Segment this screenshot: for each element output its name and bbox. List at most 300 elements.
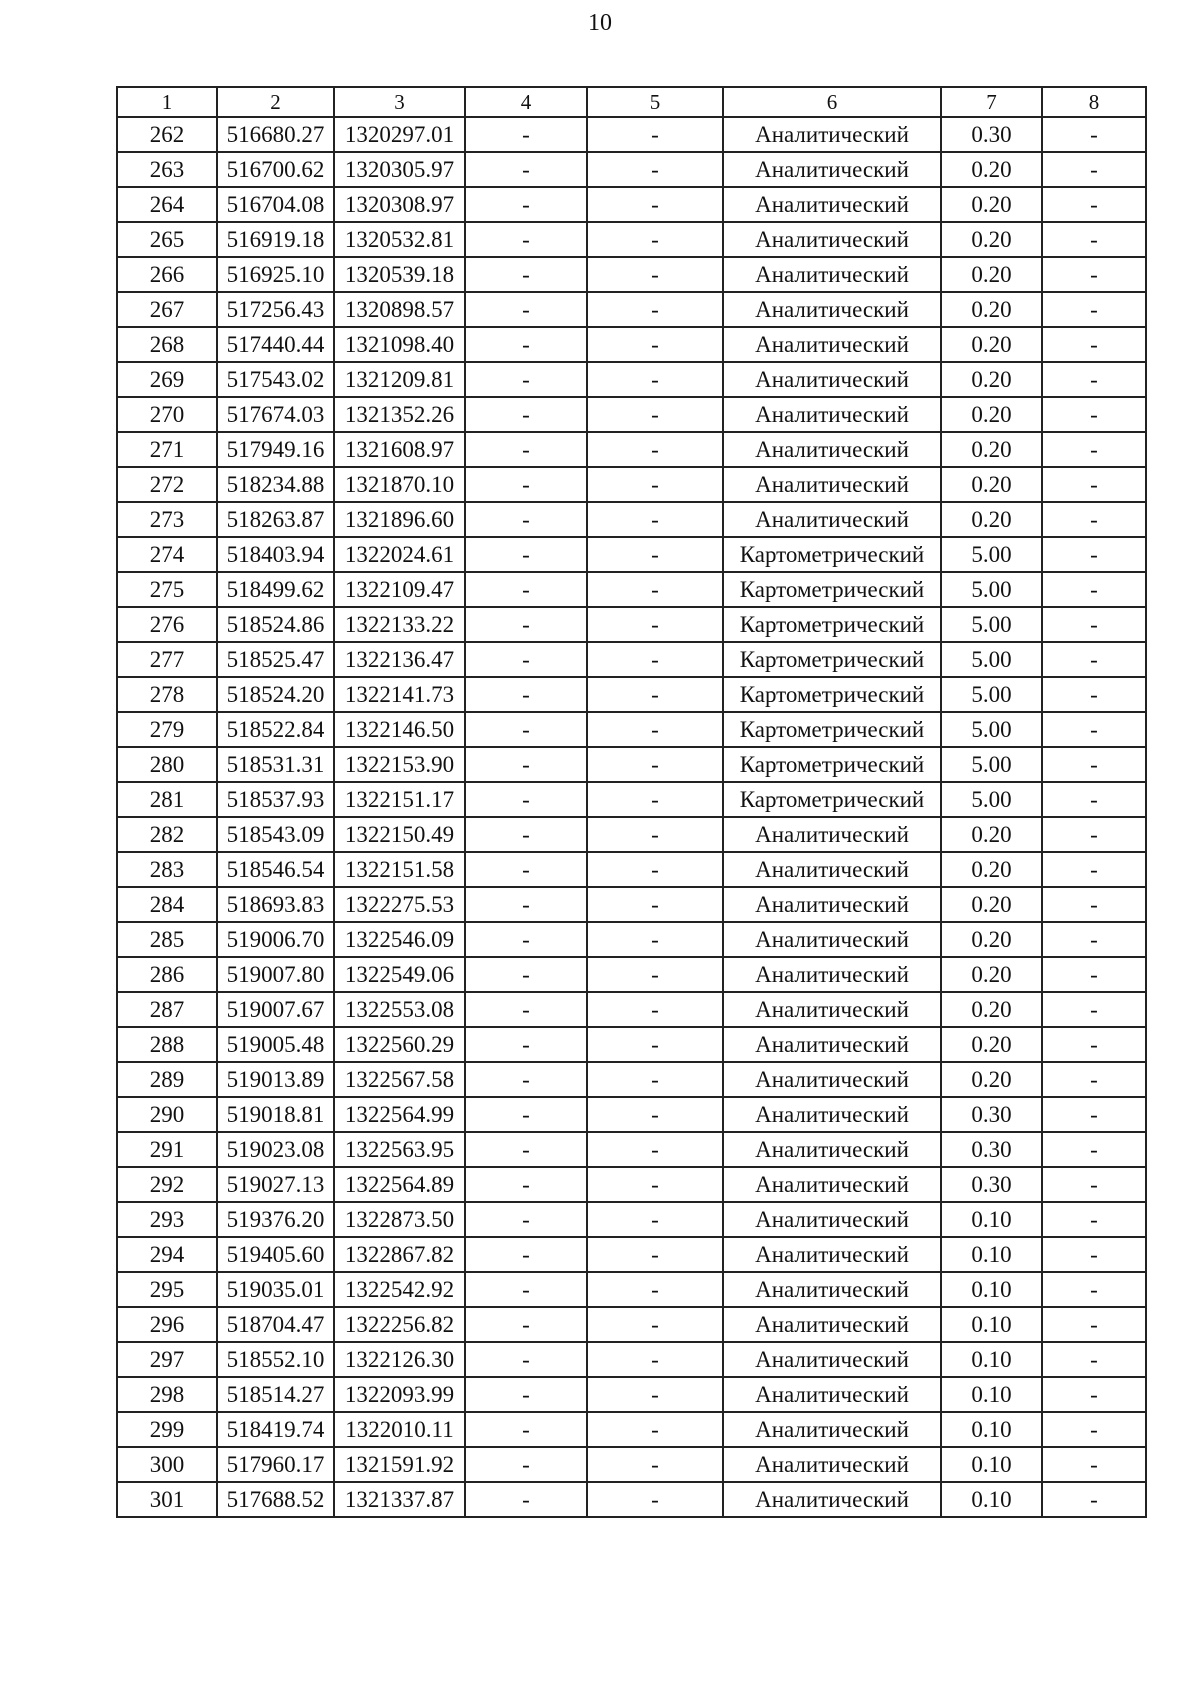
table-cell: Картометрический bbox=[723, 537, 941, 572]
page-number: 10 bbox=[588, 10, 612, 36]
table-cell: 1321352.26 bbox=[334, 397, 465, 432]
column-header: 4 bbox=[465, 87, 587, 117]
table-cell: 264 bbox=[117, 187, 217, 222]
table-cell: 1321337.87 bbox=[334, 1482, 465, 1517]
table-cell: - bbox=[1042, 432, 1146, 467]
table-cell: - bbox=[1042, 1447, 1146, 1482]
table-cell: 278 bbox=[117, 677, 217, 712]
table-cell: - bbox=[465, 467, 587, 502]
table-cell: - bbox=[587, 1202, 723, 1237]
table-cell: 1320297.01 bbox=[334, 117, 465, 152]
table-cell: 518419.74 bbox=[217, 1412, 334, 1447]
table-cell: 517256.43 bbox=[217, 292, 334, 327]
table-cell: 288 bbox=[117, 1027, 217, 1062]
table-cell: - bbox=[587, 117, 723, 152]
table-cell: 1322564.89 bbox=[334, 1167, 465, 1202]
table-cell: - bbox=[465, 117, 587, 152]
table-cell: Картометрический bbox=[723, 712, 941, 747]
table-cell: 1322141.73 bbox=[334, 677, 465, 712]
table-cell: 1321098.40 bbox=[334, 327, 465, 362]
table-header-row bbox=[117, 87, 1146, 117]
table-cell: - bbox=[587, 432, 723, 467]
table-cell: 518499.62 bbox=[217, 572, 334, 607]
table-cell: 1322150.49 bbox=[334, 817, 465, 852]
table-cell: 517440.44 bbox=[217, 327, 334, 362]
table-cell: 1322564.99 bbox=[334, 1097, 465, 1132]
table-cell: 283 bbox=[117, 852, 217, 887]
table-cell: 0.20 bbox=[941, 852, 1042, 887]
table-cell: - bbox=[465, 1272, 587, 1307]
table-cell: 1322867.82 bbox=[334, 1237, 465, 1272]
table-cell: 518403.94 bbox=[217, 537, 334, 572]
table-cell: 1322873.50 bbox=[334, 1202, 465, 1237]
table-cell: Аналитический bbox=[723, 502, 941, 537]
table-cell: 0.20 bbox=[941, 1062, 1042, 1097]
table-cell: - bbox=[465, 1377, 587, 1412]
table-cell: - bbox=[465, 677, 587, 712]
table-cell: 271 bbox=[117, 432, 217, 467]
table-cell: - bbox=[587, 712, 723, 747]
table-cell: - bbox=[465, 852, 587, 887]
table-cell: 518263.87 bbox=[217, 502, 334, 537]
table-cell: 518524.86 bbox=[217, 607, 334, 642]
table-cell: - bbox=[587, 1447, 723, 1482]
table-row bbox=[117, 222, 1146, 257]
table-cell: 1320305.97 bbox=[334, 152, 465, 187]
table-cell: 5.00 bbox=[941, 607, 1042, 642]
table-cell: - bbox=[465, 1132, 587, 1167]
table-cell: Аналитический bbox=[723, 1412, 941, 1447]
table-cell: - bbox=[587, 1237, 723, 1272]
table-cell: - bbox=[587, 537, 723, 572]
table-cell: - bbox=[1042, 1027, 1146, 1062]
table-cell: - bbox=[465, 1097, 587, 1132]
table-cell: 1321209.81 bbox=[334, 362, 465, 397]
table-cell: 289 bbox=[117, 1062, 217, 1097]
table-cell: - bbox=[587, 1412, 723, 1447]
table-cell: 0.20 bbox=[941, 467, 1042, 502]
table-cell: 1322563.95 bbox=[334, 1132, 465, 1167]
table-cell: 1320308.97 bbox=[334, 187, 465, 222]
table-cell: 1320898.57 bbox=[334, 292, 465, 327]
table-cell: - bbox=[465, 1482, 587, 1517]
table-cell: - bbox=[465, 607, 587, 642]
table-cell: 276 bbox=[117, 607, 217, 642]
table-row bbox=[117, 1412, 1146, 1447]
table-cell: - bbox=[465, 152, 587, 187]
table-cell: - bbox=[587, 257, 723, 292]
table-cell: 0.30 bbox=[941, 1167, 1042, 1202]
table-cell: 0.20 bbox=[941, 362, 1042, 397]
table-cell: Аналитический bbox=[723, 327, 941, 362]
table-cell: 518704.47 bbox=[217, 1307, 334, 1342]
table-cell: - bbox=[465, 537, 587, 572]
table-row bbox=[117, 747, 1146, 782]
table-cell: - bbox=[1042, 1412, 1146, 1447]
table-cell: 269 bbox=[117, 362, 217, 397]
table-cell: - bbox=[1042, 397, 1146, 432]
table-cell: - bbox=[587, 187, 723, 222]
table-cell: 5.00 bbox=[941, 782, 1042, 817]
table-cell: - bbox=[587, 327, 723, 362]
table-cell: 0.20 bbox=[941, 432, 1042, 467]
table-cell: - bbox=[1042, 677, 1146, 712]
table-cell: 1322024.61 bbox=[334, 537, 465, 572]
table-cell: - bbox=[1042, 817, 1146, 852]
table-cell: - bbox=[587, 677, 723, 712]
table-cell: - bbox=[1042, 1062, 1146, 1097]
table-cell: - bbox=[1042, 257, 1146, 292]
table-cell: 1320539.18 bbox=[334, 257, 465, 292]
table-cell: 0.10 bbox=[941, 1447, 1042, 1482]
table-cell: Аналитический bbox=[723, 1482, 941, 1517]
table-cell: 519018.81 bbox=[217, 1097, 334, 1132]
table-cell: - bbox=[1042, 642, 1146, 677]
table-row bbox=[117, 1027, 1146, 1062]
table-cell: Аналитический bbox=[723, 1272, 941, 1307]
table-row bbox=[117, 852, 1146, 887]
table-cell: 1322546.09 bbox=[334, 922, 465, 957]
table-cell: 519376.20 bbox=[217, 1202, 334, 1237]
table-cell: - bbox=[587, 152, 723, 187]
table-cell: Аналитический bbox=[723, 1377, 941, 1412]
table-cell: Аналитический bbox=[723, 467, 941, 502]
table-cell: - bbox=[1042, 502, 1146, 537]
table-row bbox=[117, 1237, 1146, 1272]
table-cell: - bbox=[1042, 117, 1146, 152]
table-cell: 291 bbox=[117, 1132, 217, 1167]
table-cell: 517543.02 bbox=[217, 362, 334, 397]
table-cell: 1322553.08 bbox=[334, 992, 465, 1027]
table-cell: - bbox=[587, 292, 723, 327]
table-cell: - bbox=[587, 1482, 723, 1517]
table-cell: 1322560.29 bbox=[334, 1027, 465, 1062]
table-cell: 0.20 bbox=[941, 1027, 1042, 1062]
table-cell: 0.10 bbox=[941, 1377, 1042, 1412]
table-cell: Аналитический bbox=[723, 1237, 941, 1272]
table-cell: - bbox=[465, 1202, 587, 1237]
table-cell: - bbox=[465, 222, 587, 257]
table-cell: Аналитический bbox=[723, 992, 941, 1027]
table-row bbox=[117, 257, 1146, 292]
table-cell: - bbox=[1042, 922, 1146, 957]
table-cell: - bbox=[1042, 187, 1146, 222]
table-cell: - bbox=[465, 187, 587, 222]
table-cell: 0.20 bbox=[941, 222, 1042, 257]
table-cell: Аналитический bbox=[723, 1307, 941, 1342]
table-row bbox=[117, 187, 1146, 222]
table-row bbox=[117, 502, 1146, 537]
table-cell: Аналитический bbox=[723, 257, 941, 292]
table-cell: 277 bbox=[117, 642, 217, 677]
table-cell: - bbox=[587, 1342, 723, 1377]
table-cell: 518537.93 bbox=[217, 782, 334, 817]
table-cell: 1322275.53 bbox=[334, 887, 465, 922]
table-row bbox=[117, 677, 1146, 712]
table-cell: - bbox=[1042, 852, 1146, 887]
table-cell: - bbox=[465, 782, 587, 817]
table-cell: 0.10 bbox=[941, 1342, 1042, 1377]
table-cell: 279 bbox=[117, 712, 217, 747]
table-cell: - bbox=[1042, 1272, 1146, 1307]
table-cell: 287 bbox=[117, 992, 217, 1027]
table-cell: 0.20 bbox=[941, 292, 1042, 327]
table-cell: 5.00 bbox=[941, 642, 1042, 677]
table-cell: 268 bbox=[117, 327, 217, 362]
table-cell: 1322010.11 bbox=[334, 1412, 465, 1447]
table-cell: Картометрический bbox=[723, 572, 941, 607]
table-cell: 517674.03 bbox=[217, 397, 334, 432]
table-cell: - bbox=[587, 747, 723, 782]
table-cell: Аналитический bbox=[723, 1447, 941, 1482]
table-row bbox=[117, 1272, 1146, 1307]
table-row bbox=[117, 1132, 1146, 1167]
table-cell: - bbox=[465, 642, 587, 677]
table-cell: - bbox=[465, 327, 587, 362]
table-cell: - bbox=[587, 1027, 723, 1062]
table-cell: Аналитический bbox=[723, 1027, 941, 1062]
column-header: 2 bbox=[217, 87, 334, 117]
table-cell: Картометрический bbox=[723, 782, 941, 817]
table-cell: 296 bbox=[117, 1307, 217, 1342]
table-cell: 265 bbox=[117, 222, 217, 257]
table-cell: - bbox=[465, 292, 587, 327]
table-row bbox=[117, 572, 1146, 607]
table-row bbox=[117, 432, 1146, 467]
table-cell: - bbox=[465, 747, 587, 782]
table-cell: 1322093.99 bbox=[334, 1377, 465, 1412]
table-cell: 297 bbox=[117, 1342, 217, 1377]
table-cell: 0.20 bbox=[941, 397, 1042, 432]
table-cell: 518693.83 bbox=[217, 887, 334, 922]
table-cell: 301 bbox=[117, 1482, 217, 1517]
table-cell: Картометрический bbox=[723, 677, 941, 712]
table-cell: - bbox=[465, 922, 587, 957]
table-cell: 519007.67 bbox=[217, 992, 334, 1027]
table-cell: - bbox=[1042, 467, 1146, 502]
table-cell: - bbox=[1042, 1202, 1146, 1237]
table-cell: - bbox=[587, 887, 723, 922]
table-cell: Аналитический bbox=[723, 1097, 941, 1132]
table-cell: - bbox=[465, 1167, 587, 1202]
table-cell: 1322151.58 bbox=[334, 852, 465, 887]
table-cell: Аналитический bbox=[723, 1342, 941, 1377]
table-row bbox=[117, 152, 1146, 187]
table-row bbox=[117, 1447, 1146, 1482]
table-cell: - bbox=[465, 257, 587, 292]
table-cell: - bbox=[587, 852, 723, 887]
table-cell: - bbox=[465, 572, 587, 607]
table-cell: Аналитический bbox=[723, 432, 941, 467]
table-cell: - bbox=[1042, 572, 1146, 607]
table-cell: - bbox=[1042, 152, 1146, 187]
table-cell: - bbox=[1042, 1167, 1146, 1202]
table-row bbox=[117, 992, 1146, 1027]
table-row bbox=[117, 327, 1146, 362]
table-cell: 1321591.92 bbox=[334, 1447, 465, 1482]
table-cell: 1322151.17 bbox=[334, 782, 465, 817]
table-cell: 518514.27 bbox=[217, 1377, 334, 1412]
table-cell: 5.00 bbox=[941, 747, 1042, 782]
table-body bbox=[117, 117, 1146, 1517]
table-cell: 518522.84 bbox=[217, 712, 334, 747]
table-cell: 518234.88 bbox=[217, 467, 334, 502]
table-row bbox=[117, 817, 1146, 852]
table-cell: 1322126.30 bbox=[334, 1342, 465, 1377]
table-cell: 0.10 bbox=[941, 1202, 1042, 1237]
coordinates-table bbox=[116, 86, 1147, 1518]
table-cell: 516704.08 bbox=[217, 187, 334, 222]
table-cell: 282 bbox=[117, 817, 217, 852]
table-cell: Аналитический bbox=[723, 187, 941, 222]
table-cell: Аналитический bbox=[723, 1167, 941, 1202]
table-cell: - bbox=[465, 1307, 587, 1342]
table-row bbox=[117, 362, 1146, 397]
table-row bbox=[117, 1167, 1146, 1202]
table-cell: - bbox=[1042, 1377, 1146, 1412]
table-cell: 274 bbox=[117, 537, 217, 572]
table-cell: 1322256.82 bbox=[334, 1307, 465, 1342]
table-cell: 518531.31 bbox=[217, 747, 334, 782]
table-cell: - bbox=[1042, 327, 1146, 362]
table-cell: - bbox=[1042, 1132, 1146, 1167]
table-cell: - bbox=[465, 992, 587, 1027]
table-row bbox=[117, 1482, 1146, 1517]
table-cell: - bbox=[465, 1237, 587, 1272]
table-cell: - bbox=[465, 817, 587, 852]
table-cell: 0.20 bbox=[941, 257, 1042, 292]
table-cell: - bbox=[1042, 222, 1146, 257]
table-cell: - bbox=[587, 1097, 723, 1132]
table-cell: 1322136.47 bbox=[334, 642, 465, 677]
table-cell: Аналитический bbox=[723, 887, 941, 922]
table-cell: 519006.70 bbox=[217, 922, 334, 957]
table-row bbox=[117, 957, 1146, 992]
table-cell: - bbox=[1042, 957, 1146, 992]
table-cell: Аналитический bbox=[723, 397, 941, 432]
table-cell: 1322109.47 bbox=[334, 572, 465, 607]
table-cell: 267 bbox=[117, 292, 217, 327]
table-cell: 1322549.06 bbox=[334, 957, 465, 992]
table-cell: - bbox=[465, 1412, 587, 1447]
table-cell: - bbox=[1042, 1482, 1146, 1517]
table-cell: 0.20 bbox=[941, 992, 1042, 1027]
column-header: 8 bbox=[1042, 87, 1146, 117]
table-cell: - bbox=[465, 1062, 587, 1097]
table-cell: 0.10 bbox=[941, 1307, 1042, 1342]
table-cell: Аналитический bbox=[723, 292, 941, 327]
table-cell: - bbox=[465, 712, 587, 747]
table-cell: - bbox=[465, 1027, 587, 1062]
table-cell: 266 bbox=[117, 257, 217, 292]
table-cell: 5.00 bbox=[941, 572, 1042, 607]
table-cell: - bbox=[1042, 292, 1146, 327]
table-row bbox=[117, 1062, 1146, 1097]
table-cell: - bbox=[465, 432, 587, 467]
table-cell: 0.30 bbox=[941, 1097, 1042, 1132]
table-cell: Аналитический bbox=[723, 1202, 941, 1237]
table-cell: - bbox=[587, 1307, 723, 1342]
table-cell: 0.10 bbox=[941, 1272, 1042, 1307]
table-cell: 272 bbox=[117, 467, 217, 502]
table-cell: 285 bbox=[117, 922, 217, 957]
table-row bbox=[117, 607, 1146, 642]
table-cell: 275 bbox=[117, 572, 217, 607]
table-cell: Аналитический bbox=[723, 817, 941, 852]
table-cell: 518543.09 bbox=[217, 817, 334, 852]
table-cell: 295 bbox=[117, 1272, 217, 1307]
table-cell: 292 bbox=[117, 1167, 217, 1202]
table-cell: Аналитический bbox=[723, 1132, 941, 1167]
table-cell: 1322567.58 bbox=[334, 1062, 465, 1097]
table-cell: - bbox=[465, 887, 587, 922]
table-cell: 5.00 bbox=[941, 677, 1042, 712]
table-cell: - bbox=[1042, 782, 1146, 817]
table-cell: Аналитический bbox=[723, 957, 941, 992]
table-cell: 519007.80 bbox=[217, 957, 334, 992]
table-cell: - bbox=[587, 222, 723, 257]
table-cell: - bbox=[587, 922, 723, 957]
table-cell: Картометрический bbox=[723, 642, 941, 677]
table-row bbox=[117, 1202, 1146, 1237]
table-cell: - bbox=[1042, 887, 1146, 922]
table-cell: - bbox=[1042, 362, 1146, 397]
table-row bbox=[117, 887, 1146, 922]
table-cell: Аналитический bbox=[723, 852, 941, 887]
table-cell: 299 bbox=[117, 1412, 217, 1447]
table-cell: 516919.18 bbox=[217, 222, 334, 257]
table-cell: - bbox=[587, 607, 723, 642]
table-row bbox=[117, 1342, 1146, 1377]
table-cell: 519405.60 bbox=[217, 1237, 334, 1272]
table-row bbox=[117, 922, 1146, 957]
table-cell: 5.00 bbox=[941, 712, 1042, 747]
table-cell: Аналитический bbox=[723, 152, 941, 187]
table-cell: 262 bbox=[117, 117, 217, 152]
table-cell: - bbox=[587, 1062, 723, 1097]
table-row bbox=[117, 1097, 1146, 1132]
table-cell: 0.30 bbox=[941, 1132, 1042, 1167]
table-cell: - bbox=[587, 1132, 723, 1167]
table-cell: - bbox=[465, 957, 587, 992]
table-cell: Аналитический bbox=[723, 362, 941, 397]
table-cell: - bbox=[587, 1272, 723, 1307]
table-cell: - bbox=[465, 502, 587, 537]
table-cell: - bbox=[1042, 1097, 1146, 1132]
table-cell: - bbox=[465, 1447, 587, 1482]
table-cell: - bbox=[587, 992, 723, 1027]
table-cell: Аналитический bbox=[723, 222, 941, 257]
table-cell: - bbox=[587, 397, 723, 432]
table-cell: - bbox=[587, 642, 723, 677]
table-cell: 1320532.81 bbox=[334, 222, 465, 257]
table-cell: 1322146.50 bbox=[334, 712, 465, 747]
table-cell: 0.30 bbox=[941, 117, 1042, 152]
table-cell: 286 bbox=[117, 957, 217, 992]
table-row bbox=[117, 467, 1146, 502]
table-cell: 519027.13 bbox=[217, 1167, 334, 1202]
table-cell: 294 bbox=[117, 1237, 217, 1272]
column-header: 5 bbox=[587, 87, 723, 117]
table-cell: 1321896.60 bbox=[334, 502, 465, 537]
table-cell: - bbox=[587, 362, 723, 397]
table-cell: 0.10 bbox=[941, 1237, 1042, 1272]
table-cell: 273 bbox=[117, 502, 217, 537]
column-header: 7 bbox=[941, 87, 1042, 117]
table-cell: 0.20 bbox=[941, 922, 1042, 957]
table-cell: 1321608.97 bbox=[334, 432, 465, 467]
table-cell: - bbox=[587, 817, 723, 852]
